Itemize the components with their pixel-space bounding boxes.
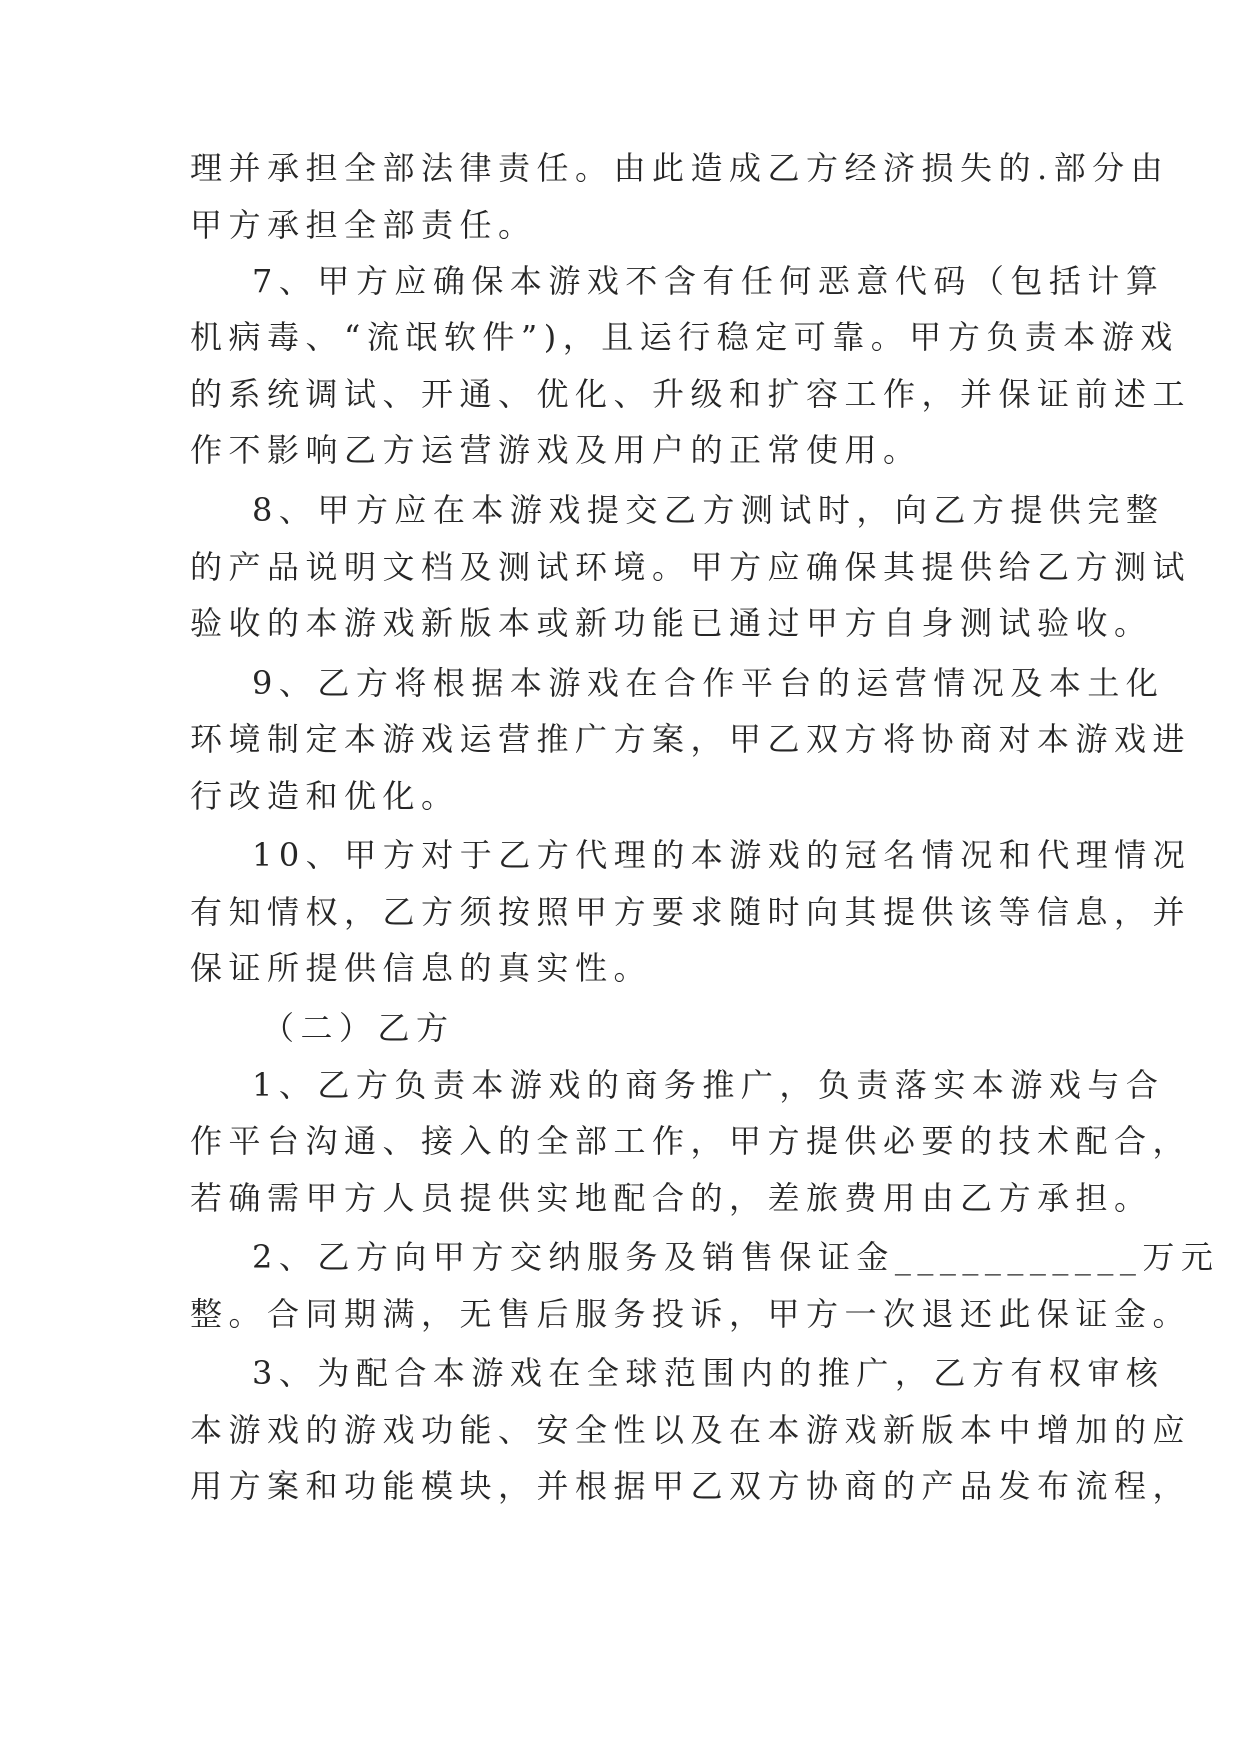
text-line: 本游戏的游戏功能、安全性以及在本游戏新版本中增加的应 <box>190 1411 1192 1449</box>
text-line: 作不影响乙方运营游戏及用户的正常使用。 <box>190 431 922 469</box>
text-line: 验收的本游戏新版本或新功能已通过甲方自身测试验收。 <box>190 604 1153 642</box>
text-line: 用方案和功能模块，并根据甲乙双方协商的产品发布流程， <box>190 1467 1192 1505</box>
party-b-clause-2-start: 2、乙方向甲方交纳服务及销售保证金___________万元 <box>252 1238 1220 1276</box>
section-heading: （二）乙方 <box>262 1009 455 1047</box>
clause-8-start: 8、甲方应在本游戏提交乙方测试时，向乙方提供完整 <box>252 491 1165 529</box>
text-line: 机病毒、“流氓软件”)，且运行稳定可靠。甲方负责本游戏 <box>190 318 1179 356</box>
clause-7-start: 7、甲方应确保本游戏不含有任何恶意代码（包括计算 <box>252 262 1165 300</box>
clause-10-start: 10、甲方对于乙方代理的本游戏的冠名情况和代理情况 <box>252 836 1192 874</box>
text-line: 有知情权，乙方须按照甲方要求随时向其提供该等信息，并 <box>190 893 1192 931</box>
text-line: 环境制定本游戏运营推广方案，甲乙双方将协商对本游戏进 <box>190 720 1192 758</box>
text-line: 保证所提供信息的真实性。 <box>190 949 653 987</box>
clause-9-start: 9、乙方将根据本游戏在合作平台的运营情况及本土化 <box>252 664 1165 702</box>
text-line: 甲方承担全部责任。 <box>190 206 537 244</box>
text-line: 的产品说明文档及测试环境。甲方应确保其提供给乙方测试 <box>190 548 1192 586</box>
text-line: 若确需甲方人员提供实地配合的，差旅费用由乙方承担。 <box>190 1179 1153 1217</box>
text-line: 行改造和优化。 <box>190 777 460 815</box>
party-b-clause-1-start: 1、乙方负责本游戏的商务推广，负责落实本游戏与合 <box>252 1066 1165 1104</box>
text-line: 整。合同期满，无售后服务投诉，甲方一次退还此保证金。 <box>190 1295 1192 1333</box>
party-b-clause-3-start: 3、为配合本游戏在全球范围内的推广，乙方有权审核 <box>252 1354 1165 1392</box>
text-line: 作平台沟通、接入的全部工作，甲方提供必要的技术配合， <box>190 1122 1192 1160</box>
text-line: 理并承担全部法律责任。由此造成乙方经济损失的.部分由 <box>190 149 1170 187</box>
text-line: 的系统调试、开通、优化、升级和扩容工作，并保证前述工 <box>190 375 1192 413</box>
